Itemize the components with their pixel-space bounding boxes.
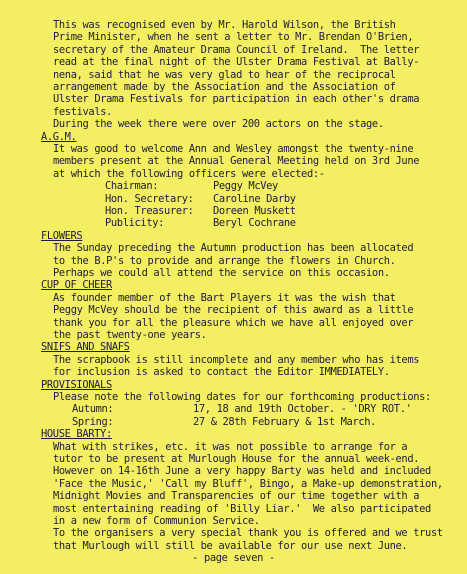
intro-line: Prime Minister, when he sent a letter to Mr. Brendan O'Brien, [53, 31, 414, 44]
production-season: Spring: [72, 415, 114, 428]
snifs-line: The scrapbook is still incomplete and any member who has items [53, 353, 420, 366]
agm-line: at which the following officers were elected:- [53, 167, 325, 180]
provisionals-heading: PROVISIONALS [41, 378, 112, 391]
barty-heading: HOUSE BARTY: [41, 428, 112, 441]
intro-line: arrangement made by the Association and the Association of [53, 81, 396, 93]
officer-name: Peggy McVey [213, 180, 278, 193]
barty-line: in a new form of Communion Service. [53, 515, 260, 527]
barty-line: most entertaining reading of 'Billy Liar.' We also participated [53, 502, 431, 515]
flowers-line: to the B.P's to provide and arrange the flowers in Church. [53, 254, 396, 267]
production-dates: 27 & 28th February & 1st March. [193, 415, 377, 428]
barty-line: Midnight Movies and Transparencies of our time together with a [53, 490, 420, 503]
barty-line: To the organisers a very special thank you is offered and we trust [53, 527, 443, 540]
barty-line: What with strikes, etc. it was not possible to arrange for a [53, 440, 408, 453]
page-number: - page seven - [192, 552, 275, 565]
provisionals-line: Please note the following dates for our forthcoming productions: [53, 391, 431, 403]
barty-line: tutor to be present at Murlough House for the annual week-end. [53, 453, 420, 465]
cheer-heading: CUP OF CHEER [41, 279, 112, 292]
cheer-line: thank you for all the pleasure which we have all enjoyed over [53, 316, 414, 329]
officer-name: Doreen Muskett [213, 205, 296, 217]
flowers-line: Perhaps we could all attend the service on this occasion. [53, 267, 390, 279]
snifs-heading: SNIFS AND SNAFS [41, 341, 130, 354]
agm-line: members present at the Annual General Meeting held on 3rd June [53, 155, 420, 168]
production-season: Autumn: [72, 403, 114, 416]
agm-heading: A.G.M. [41, 130, 77, 143]
officer-role: Hon. Treasurer: [105, 205, 194, 217]
cheer-line: Peggy McVey should be the recipient of this award as a little [53, 304, 414, 317]
barty-line: 'Face the Music,' 'Call my Bluff', Bingo, a Make-up demonstration, [53, 477, 443, 490]
officer-role: Chairman: [105, 180, 159, 193]
intro-line: During the week there were over 200 actors on the stage. [53, 118, 384, 131]
intro-line: festivals. [53, 105, 113, 118]
barty-line: that Murlough will still be available for our use next June. [53, 539, 408, 552]
flowers-heading: FLOWERS [41, 229, 83, 242]
cheer-line: the past twenty-one years. [53, 329, 207, 341]
intro-line: secretary of the Amateur Drama Council of Ireland. The letter [53, 43, 420, 56]
intro-line: Ulster Drama Festivals for participation in each other's drama [53, 93, 420, 106]
intro-line: This was recognised even by Mr. Harold Wilson, the British [53, 19, 396, 31]
officer-name: Beryl Cochrane [213, 217, 296, 230]
barty-line: However on 14-16th June a very happy Barty was held and included [53, 465, 431, 478]
officer-name: Caroline Darby [213, 192, 296, 205]
cheer-line: As founder member of the Bart Players it was the wish that [53, 291, 396, 304]
intro-line: read at the final night of the Ulster Drama Festival at Bally- [53, 56, 420, 69]
agm-line: It was good to welcome Ann and Wesley amongst the twenty-nine [53, 143, 414, 155]
officer-role: Publicity: [105, 217, 165, 230]
production-dates: 17, 18 and 19th October. - 'DRY ROT.' [193, 403, 412, 416]
officer-role: Hon. Secretary: [105, 192, 194, 205]
snifs-line: for inclusion is asked to contact the Editor IMMEDIATELY. [53, 366, 390, 379]
flowers-line: The Sunday preceding the Autumn production has been allocated [53, 242, 414, 255]
intro-line: nena, said that he was very glad to hear of the reciprocal [53, 68, 396, 81]
